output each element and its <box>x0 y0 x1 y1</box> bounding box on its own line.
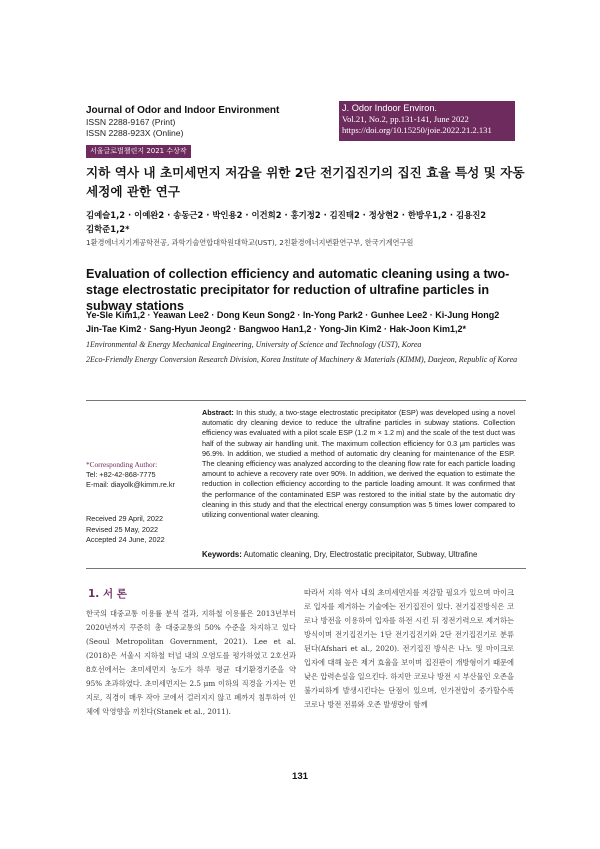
korean-authors-line1: 김예슬1,2 · 이예완2 · 송동근2 · 박인용2 · 이건희2 · 홍기정2 · 김진태2 · 정상현2 · 한방우1,2 · 김용진2 <box>86 210 487 220</box>
english-authors <box>86 308 526 336</box>
keywords-label: Keywords: <box>202 550 242 559</box>
section-heading: 1. 서 론 <box>88 588 127 600</box>
article-sidebar <box>86 460 186 546</box>
abstract <box>202 408 515 520</box>
journal-doi[interactable]: https://doi.org/10.15250/joie.2022.21.2.131 <box>342 125 492 135</box>
date-accepted: Accepted 24 June, 2022 <box>86 535 165 545</box>
abstract-text: In this study, a two-stage electrostatic precipitator (ESP) was developed using a novel automatic dry cleaning device to reduce the ultrafine particles in subway stations. Collection efficiency was evaluated with a pilot scale ESP (1.2 m × 1.2 m) and the scale of the test duct was half of the subway air handling unit. The maximum collection efficiency for 0.3 μm particles was 96.9%. In addition, we studied a method of automatic dry cleaning for maintenance of the ESP. The cleaning efficiency was analyzed according to the cleaning flow rate for each particle loading amount to achieve a recovery rate over 90%. In addition, we derived the equation to estimate the reduction in collection efficiency according to the particle loading amount. It was confirmed that the performance of the contaminated ESP was restored to the initial state by the automatic dry cleaning in this study and that the electrical energy consumption was 5 times lower compared to utilizing conventional water cleaning. <box>202 408 515 520</box>
article-dates <box>86 514 186 546</box>
english-authors-line1: Ye-Sle Kim1,2 · Yeawan Lee2 · Dong Keun Song2 · In-Yong Park2 · Gunhee Lee2 · Ki-Jung Hong2 <box>86 310 500 320</box>
issn-online: ISSN 2288-923X (Online) <box>86 128 184 138</box>
divider-bottom <box>86 568 526 569</box>
keywords <box>202 550 515 560</box>
page-number: 131 <box>291 771 308 782</box>
date-received: Received 29 April, 2022 <box>86 514 164 523</box>
date-revised: Revised 25 May, 2022 <box>86 524 159 534</box>
english-authors-line2: Jin-Tae Kim2 · Sang-Hyun Jeong2 · Bangwoo Han1,2 · Yong-Jin Kim2 · Hak-Joon Kim1,2* <box>86 324 467 334</box>
english-affiliations <box>86 339 526 368</box>
journal-citation-box <box>339 101 515 141</box>
english-affiliation-1: 1Environmental & Energy Mechanical Engineering, University of Science and Technology (UST), Korea <box>86 340 422 349</box>
korean-title: 지하 역사 내 초미세먼지 저감을 위한 2단 전기집진기의 집진 효율 특성 및 자동 세정에 관한 연구 <box>86 165 525 199</box>
issn-print: ISSN 2288-9167 (Print) <box>86 117 176 127</box>
journal-info <box>86 104 336 139</box>
corresponding-email[interactable]: E-mail: diayolk@kimm.re.kr <box>86 480 175 489</box>
korean-authors-line2: 김학준1,2* <box>86 224 130 234</box>
journal-volume: Vol.21, No.2, pp.131-141, June 2022 <box>342 114 469 124</box>
korean-affiliation: 1환경에너지기계공학전공, 과학기술연합대학원대학교(UST), 2친환경에너지변환연구부, 한국기계연구원 <box>86 238 414 247</box>
korean-authors <box>86 208 526 236</box>
keywords-text: Automatic cleaning, Dry, Electrostatic precipitator, Subway, Ultrafine <box>241 550 478 559</box>
english-affiliation-2: 2Eco-Friendly Energy Conversion Research Division, Korea Institute of Machinery & Materials (KIMM), Daejeon, Republic of Korea <box>86 354 518 364</box>
corresponding-tel: Tel: +82-42-868-7775 <box>86 470 156 479</box>
body-left-column: 한국의 대중교통 이용률 분석 결과, 지하철 이용률은 2013년부터 2020년까지 꾸준히 총 대중교통의 50% 수준을 차지하고 있다(Seoul Metropolitan Government, 2021). Lee et al. (2018)은 서울시 지하철 터널 내의 오염도를 평가하였고 2호선과 8호선에서는 초미세먼지 농도가 하루 평균 대기환경기준을 약 95% 초과하였다. 초미세먼지는 2.5 μm 이하의 직경을 가지는 먼지로, 직경이 매우 작아 코에서 걸러지지 않고 폐까지 침투하여 인체에 악영향을 끼친다(Stanek et al., 2011). <box>86 609 296 716</box>
award-badge: 서울글로벌챌린지 2021 수상작 <box>86 145 191 158</box>
journal-abbrev: J. Odor Indoor Environ. <box>342 103 437 113</box>
abstract-label: Abstract: <box>202 408 234 417</box>
corresponding-author-label: *Corresponding Author: <box>86 460 158 469</box>
body-right-column: 따라서 지하 역사 내의 초미세먼지를 저감할 필요가 있으며 마이크로 입자를 제거하는 기술에는 전기집진이 있다. 전기집진방식은 코로나 방전을 이용하여 입자를 하전 시킨 뒤 정전기력으로 제거하는 방식이며 전기집진기는 1단 전기집진기와 2단 전기집진기로 분류 된다(Afshari et al., 2020). 전기집진 방식은 나노 및 마이크로 입자에 대해 높은 제거 효율을 보이며 집진판이 개방형이기 때문에 낮은 압력손실을 일으킨다. 하지만 코로나 방전 시 부산물인 오존을 불가피하게 발생시킨다는 단점이 있으며, 인가전압이 증가할수록 코로나 방전 전류와 오존 발생량이 함께 <box>304 588 514 709</box>
english-title: Evaluation of collection efficiency and automatic cleaning using a two-stage electrostatic precipitator for reduction of ultrafine particles in subway stations <box>86 267 510 313</box>
journal-name: Journal of Odor and Indoor Environment <box>86 105 280 116</box>
divider-top <box>86 400 526 401</box>
